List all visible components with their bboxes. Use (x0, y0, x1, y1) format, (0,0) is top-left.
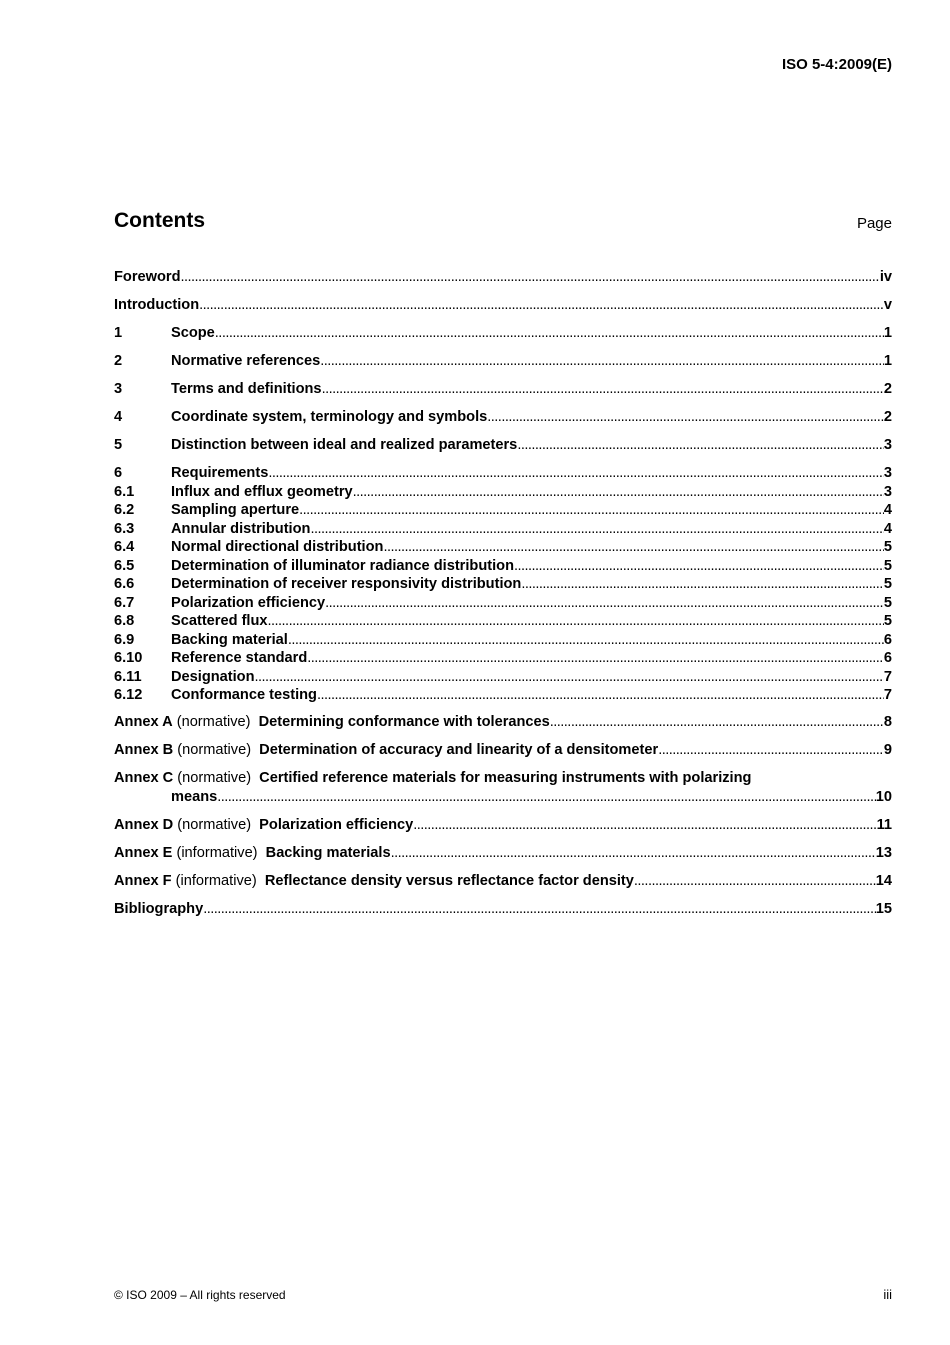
toc-entry-page: 4 (883, 520, 892, 537)
toc-entry-page: 6 (883, 631, 892, 648)
toc-entry-number: 6.7 (114, 594, 135, 611)
page-number: iii (883, 1287, 892, 1302)
leader-dots (383, 538, 883, 557)
table-of-contents (114, 268, 892, 918)
toc-entry-title: Normal directional distribution (171, 539, 384, 555)
toc-entry-page: 7 (883, 668, 892, 685)
leader-dots (391, 844, 876, 863)
leader-dots (317, 686, 884, 705)
annex-type: (normative) (177, 816, 252, 833)
toc-entry-number: 6.3 (114, 520, 135, 537)
toc-entry-clause-6-10[interactable] (114, 649, 892, 668)
toc-entry-page: 3 (883, 483, 892, 500)
toc-entry-page: 5 (883, 613, 892, 629)
toc-entry-page: 11 (876, 816, 892, 833)
toc-entry-clause-1[interactable] (114, 324, 892, 343)
toc-entry-page: 5 (883, 594, 892, 611)
toc-entry-clause-5[interactable] (114, 436, 892, 455)
toc-entry-number: 2 (114, 353, 123, 369)
leader-dots (521, 575, 884, 594)
toc-entry-page: 8 (883, 714, 892, 730)
toc-entry-introduction[interactable] (114, 296, 892, 315)
toc-entry-page: 3 (883, 437, 892, 453)
toc-entry-number: 1 (114, 325, 123, 341)
leader-dots (288, 631, 884, 650)
toc-entry-page: 2 (883, 409, 892, 425)
leader-dots (299, 501, 884, 520)
toc-entry-number: 6.9 (114, 631, 135, 648)
toc-entry-page: 3 (883, 465, 892, 481)
leader-dots (517, 436, 884, 455)
annex-type: (normative) (176, 714, 251, 730)
toc-entry-number: 6.5 (114, 557, 135, 574)
copyright-notice: © ISO 2009 – All rights reserved (114, 1288, 286, 1302)
toc-entry-page: 15 (875, 900, 892, 917)
toc-entry-page: 1 (883, 325, 892, 341)
toc-entry-page: 13 (875, 844, 892, 861)
toc-entry-number: 6.4 (114, 539, 135, 555)
toc-entry-title: Annular distribution (171, 520, 311, 537)
annex-type: (informative) (175, 872, 257, 889)
annex-type: (normative) (177, 742, 252, 758)
annex-title: Certified reference materials for measuring instruments with polarizing (259, 770, 752, 786)
leader-dots (514, 557, 884, 576)
toc-entry-page: 14 (875, 872, 892, 889)
leader-dots (217, 788, 876, 807)
toc-entry-title: Foreword (114, 269, 181, 285)
leader-dots (353, 483, 884, 502)
leader-dots (307, 649, 884, 668)
leader-dots (320, 352, 884, 371)
toc-entry-title: Distinction between ideal and realized parameters (171, 437, 518, 453)
annex-title: Polarization efficiency (259, 816, 414, 833)
toc-annex-b[interactable] (114, 741, 892, 760)
leader-dots (413, 816, 876, 835)
leader-dots (325, 594, 884, 613)
leader-dots (658, 741, 884, 760)
toc-entry-title: Determination of illuminator radiance distribution (171, 557, 514, 574)
annex-type: (normative) (177, 770, 252, 786)
leader-dots (180, 268, 879, 287)
annex-label: Annex A (114, 714, 173, 730)
annex-title: Backing materials (265, 844, 391, 861)
toc-entry-title: Scattered flux (171, 613, 268, 629)
toc-annex-d[interactable] (114, 816, 892, 835)
toc-entry-bibliography[interactable] (114, 900, 892, 919)
annex-label: Annex C (114, 770, 174, 786)
toc-annex-c[interactable] (114, 769, 892, 806)
toc-entry-page: 6 (883, 650, 892, 666)
toc-entry-clause-6-5[interactable] (114, 557, 892, 576)
annex-title: Reflectance density versus reflectance factor density (264, 872, 634, 889)
toc-annex-f[interactable] (114, 872, 892, 891)
toc-entry-page: 1 (883, 353, 892, 369)
leader-dots (322, 380, 884, 399)
toc-entry-title: Scope (171, 325, 215, 341)
toc-entry-title: Coordinate system, terminology and symbols (171, 409, 488, 425)
toc-entry-title: Sampling aperture (171, 502, 300, 518)
toc-entry-number: 6.8 (114, 613, 135, 629)
toc-annex-a[interactable] (114, 713, 892, 732)
annex-title: Determination of accuracy and linearity of a densitometer (259, 742, 659, 758)
leader-dots (199, 296, 884, 315)
toc-entry-number: 6.2 (114, 502, 135, 518)
annex-label: Annex B (114, 742, 174, 758)
toc-entry-title: Designation (171, 668, 255, 685)
toc-entry-page: v (883, 297, 892, 313)
toc-entry-page: 5 (883, 576, 892, 592)
toc-entry-number: 6.1 (114, 483, 135, 500)
leader-dots (550, 713, 884, 732)
toc-entry-clause-6-9[interactable] (114, 631, 892, 650)
toc-entry-number: 6 (114, 465, 123, 481)
toc-entry-clause-6-3[interactable] (114, 520, 892, 539)
toc-entry-page: 10 (875, 788, 892, 805)
annex-label: Annex F (114, 872, 172, 889)
toc-entry-page: 5 (883, 557, 892, 574)
toc-entry-clause-6-7[interactable] (114, 594, 892, 613)
toc-entry-number: 5 (114, 437, 123, 453)
toc-entry-number: 4 (114, 409, 123, 425)
toc-entry-clause-6-1[interactable] (114, 483, 892, 502)
toc-entry-number: 6.11 (114, 668, 142, 685)
toc-entry-number: 3 (114, 381, 123, 397)
toc-entry-page: 5 (883, 539, 892, 555)
toc-entry-clause-6[interactable] (114, 464, 892, 483)
toc-entry-clause-6-2[interactable] (114, 501, 892, 520)
toc-entry-page: 2 (883, 381, 892, 397)
toc-entry-page: iv (879, 269, 892, 285)
toc-entry-title: Determination of receiver responsivity distribution (171, 576, 522, 592)
toc-entry-title: Conformance testing (171, 687, 317, 703)
toc-entry-title: Influx and efflux geometry (171, 483, 353, 500)
toc-entry-clause-2[interactable] (114, 352, 892, 371)
toc-entry-title: Normative references (171, 353, 321, 369)
page-column-label: Page (856, 215, 892, 232)
leader-dots (634, 872, 876, 891)
leader-dots (487, 408, 884, 427)
annex-label: Annex E (114, 844, 173, 861)
contents-heading: Contents (114, 209, 205, 232)
annex-title-continuation: means (171, 788, 218, 805)
toc-entry-clause-6-4[interactable] (114, 538, 892, 557)
toc-entry-page: 7 (883, 687, 892, 703)
toc-entry-title: Introduction (114, 297, 200, 313)
leader-dots (268, 612, 884, 631)
toc-entry-title: Bibliography (114, 900, 204, 917)
toc-entry-title: Backing material (171, 631, 288, 648)
toc-entry-title: Polarization efficiency (171, 594, 326, 611)
toc-entry-clause-4[interactable] (114, 408, 892, 427)
toc-entry-number: 6.6 (114, 576, 135, 592)
toc-entry-page: 9 (883, 742, 892, 758)
annex-type: (informative) (176, 844, 258, 861)
annex-label: Annex D (114, 816, 174, 833)
leader-dots (255, 668, 884, 687)
toc-entry-clause-6-12[interactable] (114, 686, 892, 705)
document-id: ISO 5-4:2009(E) (781, 56, 892, 73)
toc-entry-foreword[interactable] (114, 268, 892, 287)
toc-entry-clause-6-8[interactable] (114, 612, 892, 631)
toc-entry-number: 6.10 (114, 650, 143, 666)
annex-title: Determining conformance with tolerances (258, 714, 550, 730)
toc-entry-number: 6.12 (114, 687, 143, 703)
leader-dots (268, 464, 884, 483)
toc-entry-clause-3[interactable] (114, 380, 892, 399)
toc-entry-clause-6-6[interactable] (114, 575, 892, 594)
toc-entry-title: Reference standard (171, 650, 308, 666)
leader-dots (203, 900, 876, 919)
toc-entry-clause-6-11[interactable] (114, 668, 892, 687)
toc-entry-title: Terms and definitions (171, 381, 322, 397)
toc-entry-page: 4 (883, 502, 892, 518)
leader-dots (310, 520, 883, 539)
toc-entry-title: Requirements (171, 465, 269, 481)
leader-dots (215, 324, 884, 343)
toc-annex-e[interactable] (114, 844, 892, 863)
